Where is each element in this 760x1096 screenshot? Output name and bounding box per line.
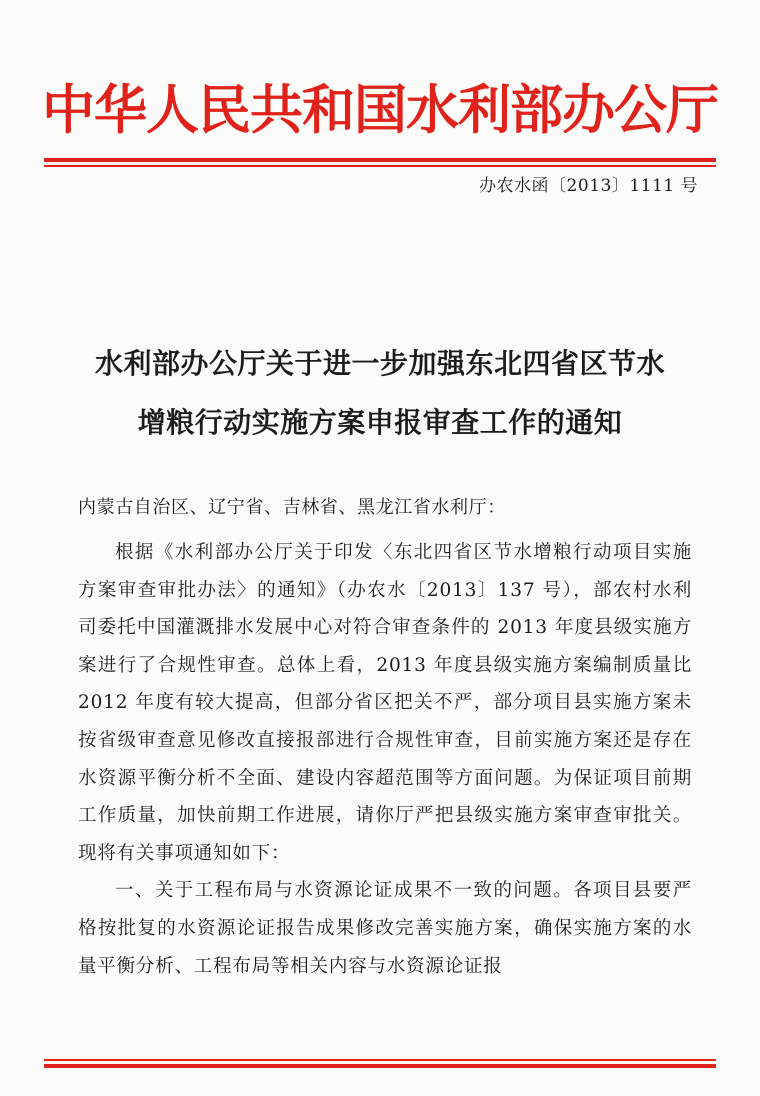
issuer-masthead: 中华人民共和国水利部办公厅 bbox=[42, 80, 718, 141]
document-title-line-2: 增粮行动实施方案申报审查工作的通知 bbox=[137, 406, 623, 439]
document-number: 办农水函〔2013〕1111 号 bbox=[479, 176, 698, 196]
header-red-rule-thin bbox=[44, 165, 716, 167]
footer-red-rule-thin bbox=[44, 1059, 716, 1061]
salutation: 内蒙古自治区、辽宁省、吉林省、黑龙江省水利厅： bbox=[78, 497, 506, 518]
body-paragraph-2: 一、关于工程布局与水资源论证成果不一致的问题。各项目县要严格按批复的水资源论证报告成果修改完善实施方案，确保实施方案的水量平衡分析、工程布局等相关内容与水资源论证报 bbox=[78, 880, 692, 977]
footer-red-rule-thick bbox=[44, 1064, 716, 1068]
body-paragraph-1: 根据《水利部办公厅关于印发〈东北四省区节水增粮行动项目实施方案审查审批办法〉的通知》（办农水〔2013〕137 号），部农村水利司委托中国灌溉排水发展中心对符合审查条件的 2013 年度县级实施方案进行了合规性审查。总体上看，2013 年度县级实施方案编制质量比 2012 年度有较大提高，但部分省区把关不严，部分项目县实施方案未按省级审查意见修改直接报部进行合规性审查，目前实施方案还是存在水资源平衡分析不全面、建设内容超范围等方面问题。为保证项目前期工作质量，加快前期工作进展，请你厅严把县级实施方案审查审批关。现将有关事项通知如下： bbox=[78, 542, 692, 864]
document-body bbox=[78, 534, 692, 985]
header-red-rule-thick bbox=[44, 158, 716, 162]
document-title-line-1: 水利部办公厅关于进一步加强东北四省区节水 bbox=[94, 347, 665, 380]
